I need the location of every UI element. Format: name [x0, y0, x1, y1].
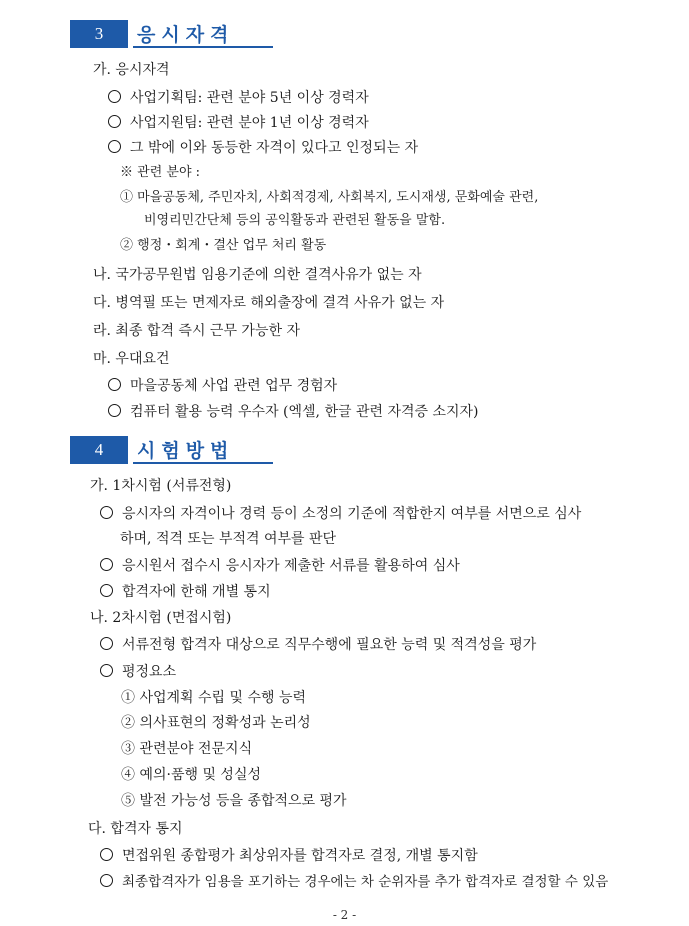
bullet-circle-icon — [108, 140, 121, 153]
bullet-circle-icon — [100, 637, 113, 650]
line-4-6: 나. 2차시험 (면접시험) — [90, 610, 232, 626]
section-3-title: 응시자격 — [133, 20, 273, 48]
section-4-header — [70, 436, 273, 464]
line-3-11: 라. 최종 합격 즉시 근무 가능한 자 — [93, 323, 300, 339]
bullet-circle-icon — [100, 664, 113, 677]
line-4-2: 응시자의 자격이나 경력 등이 소정의 기준에 적합한지 여부를 서면으로 심사 — [100, 504, 581, 524]
line-3-3: 사업지원팀: 관련 분야 1년 이상 경력자 — [108, 113, 369, 133]
line-4-13: ⑤ 발전 가능성 등을 종합적으로 평가 — [121, 793, 347, 809]
line-3-8: ② 행정・회계・결산 업무 처리 활동 — [120, 238, 327, 253]
bullet-circle-icon — [100, 558, 113, 571]
line-3-9: 나. 국가공무원법 임용기준에 의한 결격사유가 없는 자 — [93, 267, 422, 283]
section-4-title: 시험방법 — [133, 436, 273, 464]
line-3-10: 다. 병역필 또는 면제자로 해외출장에 결격 사유가 없는 자 — [93, 295, 445, 311]
line-4-5: 합격자에 한해 개별 통지 — [100, 582, 271, 602]
bullet-circle-icon — [100, 506, 113, 519]
line-4-4: 응시원서 접수시 응시자가 제출한 서류를 활용하여 심사 — [100, 556, 460, 576]
line-4-1: 가. 1차시험 (서류전형) — [90, 478, 232, 494]
bullet-circle-icon — [108, 404, 121, 417]
section-3-number: 3 — [70, 20, 128, 48]
line-4-7: 서류전형 합격자 대상으로 직무수행에 필요한 능력 및 적격성을 평가 — [100, 635, 536, 655]
bullet-circle-icon — [100, 584, 113, 597]
line-4-10: ② 의사표현의 정확성과 논리성 — [121, 715, 311, 731]
line-4-11: ③ 관련분야 전문지식 — [121, 741, 253, 757]
line-3-7: 비영리민간단체 등의 공익활동과 관련된 활동을 말함. — [144, 213, 446, 228]
line-4-3: 하며, 적격 또는 부적격 여부를 판단 — [120, 531, 337, 547]
line-4-15: 면접위원 종합평가 최상위자를 합격자로 결정, 개별 통지함 — [100, 846, 478, 866]
bullet-circle-icon — [100, 848, 113, 861]
line-4-14: 다. 합격자 통지 — [88, 821, 183, 837]
section-3-header — [70, 20, 273, 48]
bullet-circle-icon — [108, 115, 121, 128]
line-4-8: 평정요소 — [100, 662, 176, 682]
line-3-5: ※ 관련 분야 : — [120, 165, 201, 180]
line-3-6: ① 마을공동체, 주민자치, 사회적경제, 사회복지, 도시재생, 문화예술 관련, — [120, 190, 539, 205]
bullet-circle-icon — [100, 874, 113, 887]
line-3-14: 컴퓨터 활용 능력 우수자 (엑셀, 한글 관련 자격증 소지자) — [108, 402, 479, 422]
line-4-12: ④ 예의·품행 및 성실성 — [121, 767, 261, 783]
line-3-2: 사업기획팀: 관련 분야 5년 이상 경력자 — [108, 88, 369, 108]
line-4-9: ① 사업계획 수립 및 수행 능력 — [121, 690, 307, 706]
bullet-circle-icon — [108, 378, 121, 391]
line-3-4: 그 밖에 이와 동등한 자격이 있다고 인정되는 자 — [108, 138, 418, 158]
page-number: - 2 - — [332, 908, 357, 922]
line-4-16: 최종합격자가 임용을 포기하는 경우에는 차 순위자를 추가 합격자로 결정할 수 있음 — [100, 872, 608, 892]
section-4-number: 4 — [70, 436, 128, 464]
line-3-1: 가. 응시자격 — [93, 62, 170, 78]
line-3-12: 마. 우대요건 — [93, 351, 170, 367]
line-3-13: 마을공동체 사업 관련 업무 경험자 — [108, 376, 337, 396]
bullet-circle-icon — [108, 90, 121, 103]
